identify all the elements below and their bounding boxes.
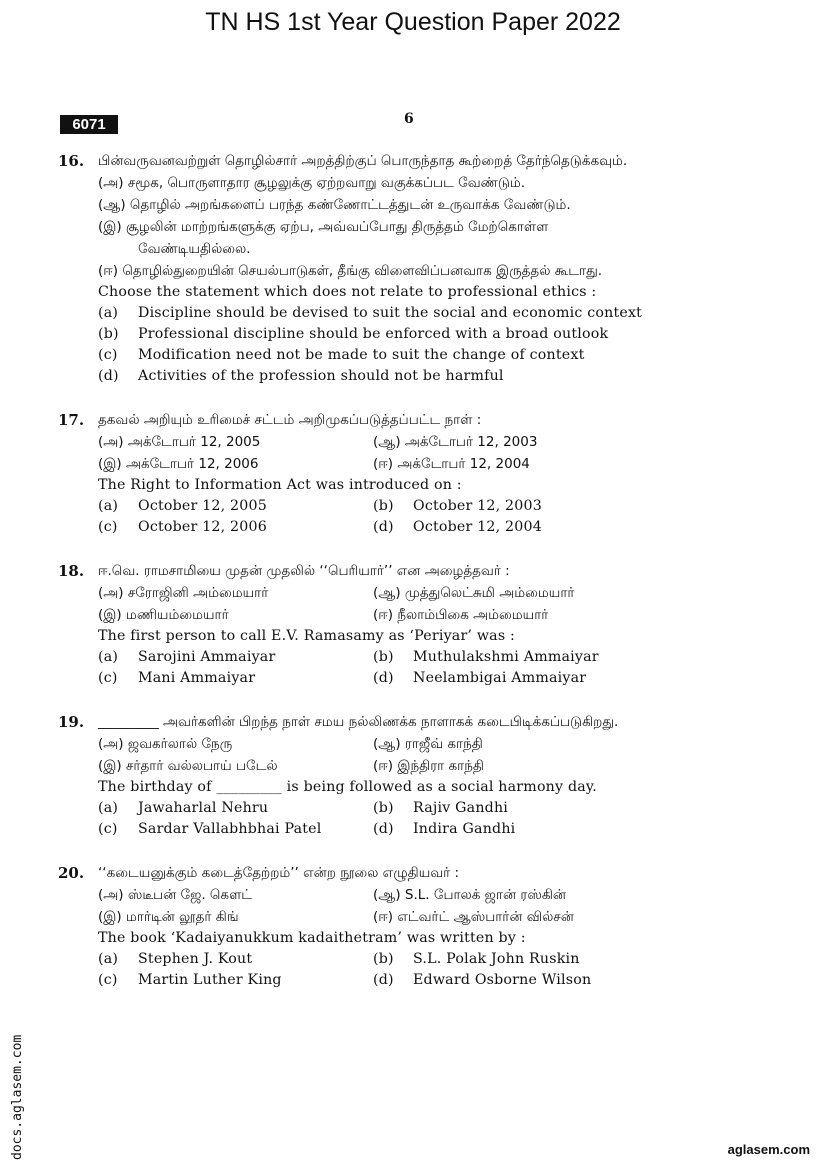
english-option: Stephen J. Kout bbox=[138, 951, 253, 967]
tamil-option: (ஈ) தொழில்துறையின் செயல்பாடுகள், தீங்கு விளைவிப்பனவாக இருத்தல் கூடாது. bbox=[98, 263, 603, 279]
option-marker: (a) bbox=[98, 800, 119, 816]
english-option: Edward Osborne Wilson bbox=[413, 972, 592, 988]
tamil-option: (ஆ) தொழில் அறங்களைப் பரந்த கண்ணோட்டத்துடன் உருவாக்க வேண்டும். bbox=[98, 197, 571, 213]
question-16 bbox=[58, 150, 758, 387]
tamil-option: (இ) மார்டின் லூதர் கிங் bbox=[98, 909, 239, 925]
option-marker: (a) bbox=[98, 498, 119, 514]
tamil-stem: பின்வருவனவற்றுள் தொழில்சார் அறத்திற்குப் பொருந்தாத கூற்றைத் தேர்ந்தெடுக்கவும். bbox=[98, 153, 628, 169]
english-stem: The Right to Information Act was introduced on : bbox=[98, 477, 462, 493]
english-option: October 12, 2005 bbox=[138, 498, 267, 514]
tamil-option: (ஈ) நீலாம்பிகை அம்மையார் bbox=[373, 607, 549, 623]
option-marker: (a) bbox=[98, 649, 119, 665]
tamil-option: (இ) சூழலின் மாற்றங்களுக்கு ஏற்ப, அவ்வப்போது திருத்தம் மேற்கொள்ள bbox=[98, 219, 549, 235]
question-number: 19. bbox=[58, 713, 85, 731]
english-option: Jawaharlal Nehru bbox=[138, 800, 269, 816]
english-option: October 12, 2006 bbox=[138, 519, 267, 535]
option-marker: (c) bbox=[98, 821, 118, 837]
tamil-stem: _________ அவர்களின் பிறந்த நாள் சமய நல்லிணக்க நாளாகக் கடைபிடிக்கப்படுகிறது. bbox=[98, 714, 619, 730]
side-watermark: docs.aglasem.com bbox=[10, 1034, 25, 1160]
option-marker: (d) bbox=[373, 972, 394, 988]
english-option: Professional discipline should be enforced with a broad outlook bbox=[138, 326, 609, 342]
question-18 bbox=[58, 560, 758, 689]
option-marker: (b) bbox=[373, 498, 394, 514]
questions-list bbox=[58, 150, 758, 1013]
english-option: S.L. Polak John Ruskin bbox=[413, 951, 580, 967]
english-option: Martin Luther King bbox=[138, 972, 282, 988]
option-marker: (d) bbox=[98, 368, 119, 384]
english-option: October 12, 2003 bbox=[413, 498, 542, 514]
tamil-option: (இ) அக்டோபர் 12, 2006 bbox=[98, 456, 259, 472]
tamil-option: (இ) மணியம்மையார் bbox=[98, 607, 229, 623]
english-option: Muthulakshmi Ammaiyar bbox=[413, 649, 599, 665]
tamil-option: (ஈ) இந்திரா காந்தி bbox=[373, 758, 484, 774]
english-option: Mani Ammaiyar bbox=[138, 670, 256, 686]
option-marker: (b) bbox=[373, 649, 394, 665]
english-option: Modification need not be made to suit the change of context bbox=[138, 347, 585, 363]
option-marker: (b) bbox=[373, 800, 394, 816]
english-stem: The book ‘Kadaiyanukkum kadaithetram’ was written by : bbox=[98, 930, 526, 946]
option-marker: (c) bbox=[98, 972, 118, 988]
tamil-option: (அ) ஸ்டீபன் ஜே. கௌட் bbox=[98, 887, 252, 903]
option-marker: (c) bbox=[98, 670, 118, 686]
tamil-option: (அ) சரோஜினி அம்மையார் bbox=[98, 585, 269, 601]
footer-watermark: aglasem.com bbox=[727, 1142, 810, 1157]
tamil-stem: ஈ.வெ. ராமசாமியை முதன் முதலில் ‘‘பெரியார்’’ என அழைத்தவர் : bbox=[98, 563, 510, 579]
tamil-stem: ‘‘கடையனுக்கும் கடைத்தேற்றம்’’ என்ற நூலை எழுதியவர் : bbox=[98, 865, 460, 881]
option-marker: (d) bbox=[373, 670, 394, 686]
tamil-option: (அ) சமூக, பொருளாதார சூழலுக்கு ஏற்றவாறு வகுக்கப்பட வேண்டும். bbox=[98, 175, 526, 191]
option-marker: (a) bbox=[98, 951, 119, 967]
english-option: Neelambigai Ammaiyar bbox=[413, 670, 587, 686]
english-option: Indira Gandhi bbox=[413, 821, 516, 837]
question-number: 18. bbox=[58, 562, 85, 580]
tamil-option: (இ) சர்தார் வல்லபாய் படேல் bbox=[98, 758, 278, 774]
tamil-option: (ஈ) எட்வர்ட் ஆஸ்பார்ன் வில்சன் bbox=[373, 909, 574, 925]
question-20 bbox=[58, 862, 758, 991]
english-option: Activities of the profession should not be harmful bbox=[138, 368, 504, 384]
english-option: Sardar Vallabhbhai Patel bbox=[138, 821, 322, 837]
tamil-stem: தகவல் அறியும் உரிமைச் சட்டம் அறிமுகப்படுத்தப்பட்ட நாள் : bbox=[98, 412, 482, 428]
english-stem: The first person to call E.V. Ramasamy as ‘Periyar’ was : bbox=[98, 628, 516, 644]
option-marker: (d) bbox=[373, 821, 394, 837]
option-marker: (b) bbox=[373, 951, 394, 967]
tamil-option: (ஆ) முத்துலெட்சுமி அம்மையார் bbox=[373, 585, 575, 601]
tamil-option: (அ) அக்டோபர் 12, 2005 bbox=[98, 434, 261, 450]
tamil-option: (ஆ) ராஜீவ் காந்தி bbox=[373, 736, 483, 752]
question-number: 17. bbox=[58, 411, 85, 429]
question-17 bbox=[58, 409, 758, 538]
tamil-option: (அ) ஜவகர்லால் நேரு bbox=[98, 736, 233, 752]
english-stem: The birthday of _________ is being followed as a social harmony day. bbox=[98, 779, 597, 795]
option-marker: (b) bbox=[98, 326, 119, 342]
tamil-option-continued: வேண்டியதில்லை. bbox=[138, 241, 251, 257]
english-option: Rajiv Gandhi bbox=[413, 800, 509, 816]
english-option: October 12, 2004 bbox=[413, 519, 542, 535]
option-marker: (c) bbox=[98, 519, 118, 535]
tamil-option: (ஆ) S.L. போலக் ஜான் ரஸ்கின் bbox=[373, 887, 567, 903]
english-stem: Choose the statement which does not relate to professional ethics : bbox=[98, 284, 597, 300]
english-option: Discipline should be devised to suit the social and economic context bbox=[138, 305, 643, 321]
question-number: 20. bbox=[58, 864, 85, 882]
tamil-option: (ஈ) அக்டோபர் 12, 2004 bbox=[373, 456, 530, 472]
paper-code-badge: 6071 bbox=[60, 115, 118, 134]
option-marker: (c) bbox=[98, 347, 118, 363]
question-number: 16. bbox=[58, 152, 85, 170]
page-title: TN HS 1st Year Question Paper 2022 bbox=[205, 8, 621, 36]
question-19 bbox=[58, 711, 758, 840]
english-option: Sarojini Ammaiyar bbox=[138, 649, 276, 665]
option-marker: (d) bbox=[373, 519, 394, 535]
page-number: 6 bbox=[404, 111, 414, 127]
option-marker: (a) bbox=[98, 305, 119, 321]
tamil-option: (ஆ) அக்டோபர் 12, 2003 bbox=[373, 434, 538, 450]
